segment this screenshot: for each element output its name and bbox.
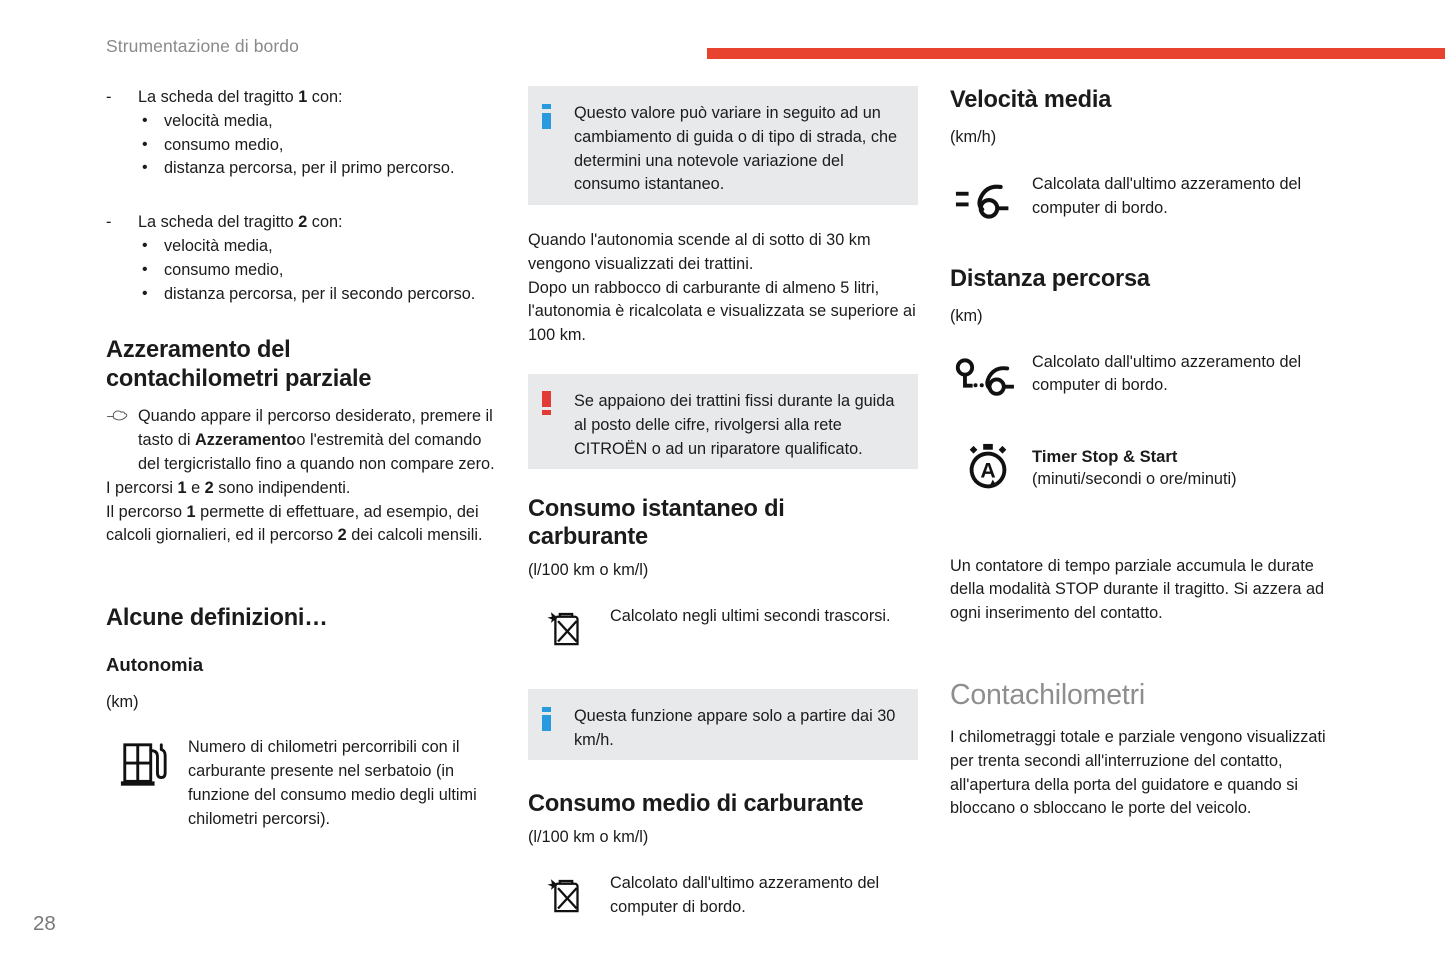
trip2-lead-prefix: La scheda del tragitto [138,213,299,232]
reset-note-2-b2: 2 [337,526,347,545]
trip1-lead [106,86,502,110]
reset-note-1-b2: 2 [204,478,214,497]
average-speed-text: Calcolata dall'ultimo azzeramento del computer di bordo. [1032,175,1302,218]
average-consumption-text: Calcolato dall'ultimo azzeramento del computer di bordo. [610,874,880,916]
trip1-item-0: velocità media, [164,111,273,130]
dash-marker: - [106,88,112,106]
instant-consumption-text: Calcolato negli ultimi secondi trascorsi. [610,606,891,625]
distance-unit: (km) [950,306,983,325]
jerrycan-cross-icon [528,874,604,920]
heading-definitions: Alcune definizioni… [106,605,328,632]
reset-step-part1: Quando appare il percorso desiderato, premere il tasto di [138,407,493,450]
list-item [138,157,502,181]
heading-autonomy: Autonomia [106,653,204,675]
info-callout-2 [528,689,918,760]
trip1-bullets [106,110,502,181]
autonomy-unit: (km) [106,692,139,711]
average-speed-icon [950,179,1026,224]
reset-note-1-p1: I percorsi [106,478,178,497]
trip1-lead-prefix: La scheda del tragitto [138,88,299,106]
reset-note-2-p3: dei calcoli mensili. [346,526,483,545]
heading-average-speed: Velocità media [950,87,1112,113]
reset-note-1-p3: sono indipendenti. [213,478,351,497]
average-speed-unit: (km/h) [950,127,997,146]
pointing-hand-icon [106,407,128,425]
timer-text: (minuti/secondi o ore/minuti) [1032,470,1237,489]
page-header [0,36,1445,68]
list-item [138,110,502,134]
reset-note-2-b1: 1 [186,502,196,521]
odometer-paragraph: I chilometraggi totale e parziale vengono visualizzati per trenta secondi all'interruzione del contatto, all'apertura della porta del guidatore e quando si bloccano o sbloccano le porte del veicolo. [950,727,1326,818]
autonomy-row [106,736,502,831]
bullet-dot-icon: • [142,284,148,302]
list-item [138,259,502,283]
trip2-item-2: distanza percorsa, per il secondo percorso. [164,284,476,303]
heading-reset-odometer: Azzeramento del contachilometri parziale [106,337,372,392]
dash-marker: - [106,213,112,232]
trip1-lead-bold: 1 [298,88,308,106]
info-icon [542,707,560,733]
svg-text:A: A [980,459,996,483]
distance-row [950,351,1342,403]
middle-paragraph-2: Dopo un rabbocco di carburante di almeno 5 litri, l'autonomia è ricalcolata e visualizzata se superiore ai 100 km. [528,278,916,345]
instant-consumption-unit: (l/100 km o km/l) [528,560,649,579]
reset-note-1-b1: 1 [177,478,187,497]
fuel-pump-icon [106,740,182,790]
reset-step-bold: Azzeramento [195,431,297,450]
distance-text: Calcolato dall'ultimo azzeramento del computer di bordo. [1032,352,1302,395]
info-icon [542,104,560,130]
warning-icon [542,391,560,417]
instant-consumption-row [528,605,918,657]
heading-odometer: Contachilometri [950,678,1145,711]
bullet-dot-icon: • [142,159,148,177]
trip2-item-0: velocità media, [164,236,273,255]
right-column [950,86,1342,821]
trip1-item-2: distanza percorsa, per il primo percorso. [164,159,455,178]
reset-step-part2: o l'estremità del comando del tergicristallo fino a quando non compare zero. [138,431,495,473]
info-callout-2-text: Questa funzione appare solo a partire dai 30 km/h. [574,706,896,749]
timer-paragraph: Un contatore di tempo parziale accumula le durate della modalità STOP durante il tragitto. Si azzera ad ogni inserimento del contatto. [950,556,1325,623]
autonomy-text: Numero di chilometri percorribili con il carburante presente nel serbatoio (in funzione del consumo medio degli ultimi chilometri percorsi). [188,738,477,828]
jerrycan-cross-icon [528,607,604,653]
trip2-lead-bold: 2 [298,213,308,232]
middle-paragraph-1: Quando l'autonomia scende al di sotto di 30 km vengono visualizzati dei trattini. [528,231,871,273]
trip2-lead-suffix: con: [307,213,343,232]
info-callout-1 [528,86,918,205]
heading-average-consumption: Consumo medio di carburante [528,790,864,817]
header-red-rule [707,48,1445,59]
warning-callout-text: Se appaiono dei trattini fissi durante la guida al posto delle cifre, rivolgersi alla rete CITROËN o ad un riparatore qualificato. [574,391,895,458]
average-consumption-unit: (l/100 km o km/l) [528,828,649,847]
reset-step [106,405,502,476]
heading-distance: Distanza percorsa [950,266,1150,293]
timer-title: Timer Stop & Start [1032,446,1178,466]
reset-note-2 [106,501,502,549]
bullet-dot-icon: • [142,135,148,153]
list-item [138,283,502,307]
average-consumption-row [528,872,918,924]
warning-callout [528,374,918,469]
reset-note-1 [106,477,502,501]
info-callout-1-text: Questo valore può variare in seguito ad un cambiamento di guida o di tipo di strada, che determini una notevole variazione del consumo istantaneo. [574,104,898,194]
trip1-item-1: consumo medio, [164,135,284,154]
middle-column [528,86,918,924]
heading-instant-consumption: Consumo istantaneo di carburante [528,495,785,551]
page-number: 28 [33,912,56,935]
bullet-dot-icon: • [142,111,148,129]
list-item [138,235,502,259]
reset-note-1-p2: e [186,478,205,497]
distance-travelled-icon [950,355,1026,403]
trip2-item-1: consumo medio, [164,260,284,279]
timer-row [950,445,1342,497]
reset-note-2-p1: Il percorso [106,502,187,521]
list-item [138,134,502,158]
stop-start-timer-icon [950,441,1026,497]
bullet-dot-icon: • [142,236,148,254]
trip2-bullets [106,235,502,306]
average-speed-row [950,173,1342,225]
reset-note-2-p2: permette di effettuare, ad esempio, dei calcoli giornalieri, ed il percorso [106,502,479,545]
bullet-dot-icon: • [142,260,148,278]
header-title: Strumentazione di bordo [106,36,299,56]
trip1-lead-suffix: con: [307,88,343,106]
trip2-lead [106,211,502,235]
left-column [106,86,502,832]
